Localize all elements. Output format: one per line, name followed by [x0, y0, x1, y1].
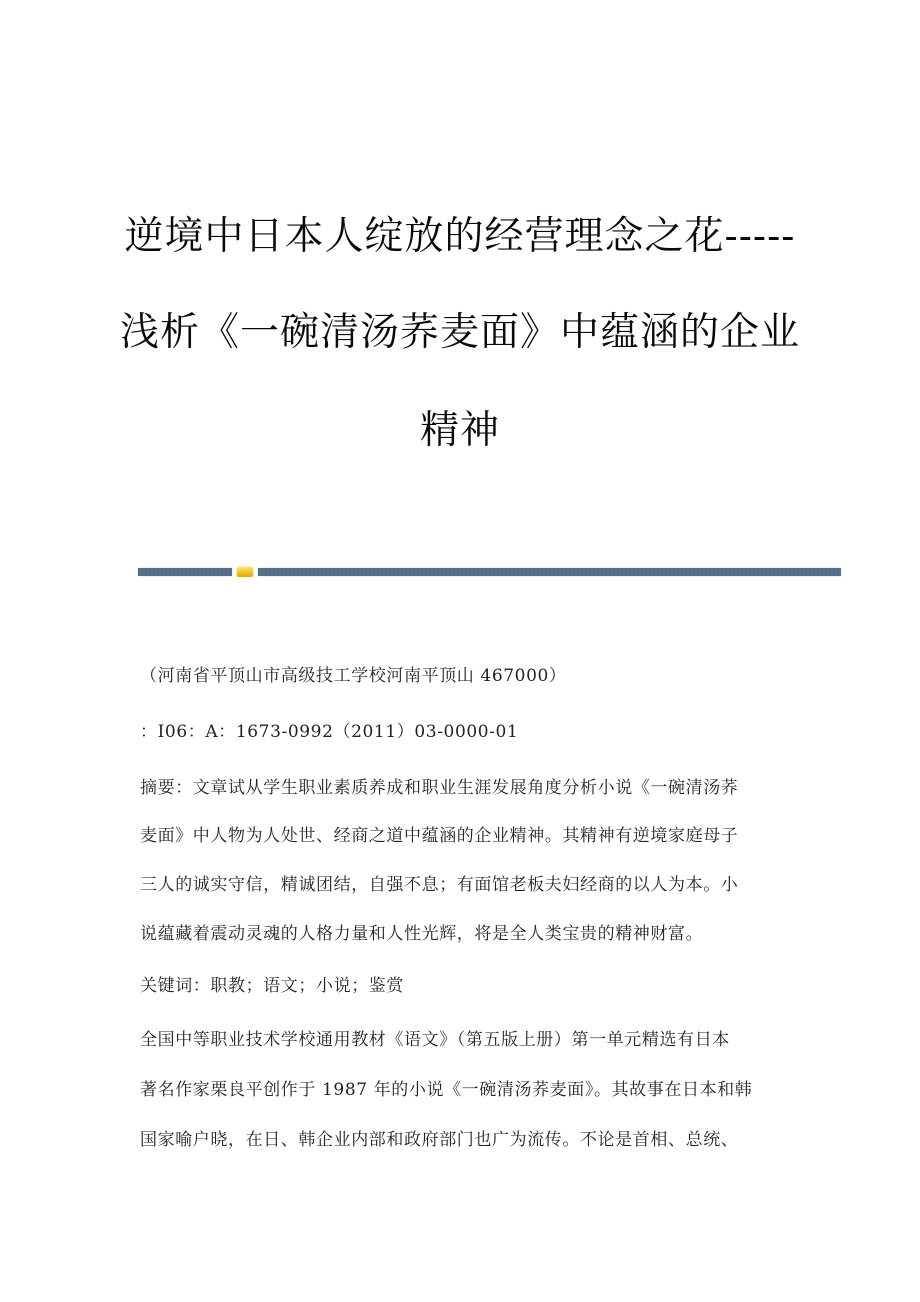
abstract-line-2: 麦面》中人物为人处世、经商之道中蕴涵的企业精神。其精神有逆境家庭母子 [140, 826, 739, 846]
body-line-2: 著名作家栗良平创作于 1987 年的小说《一碗清汤荞麦面》。其故事在日本和韩 [140, 1080, 753, 1100]
title-divider [138, 566, 841, 578]
title-line-2: 浅析《一碗清汤荞麦面》中蕴涵的企业 [119, 310, 800, 355]
keywords: 关键词：职教；语文；小说；鉴赏 [140, 976, 404, 996]
abstract-line-3: 三人的诚实守信，精诚团结，自强不息；有面馆老板夫妇经商的以人为本。小 [140, 875, 739, 895]
body-line-3: 国家喻户晓，在日、韩企业内部和政府部门也广为流传。不论是首相、总统、 [140, 1130, 739, 1150]
body-line-1: 全国中等职业技术学校通用教材《语文》（第五版上册）第一单元精选有日本 [140, 1030, 730, 1050]
abstract-line-1: 摘要：文章试从学生职业素质养成和职业生涯发展角度分析小说《一碗清汤荞 [140, 778, 739, 798]
abstract-line-4: 说蕴藏着震动灵魂的人格力量和人性光辉，将是全人类宝贵的精神财富。 [140, 924, 704, 944]
title-line-3: 精神 [419, 408, 500, 453]
divider-ornament-icon [237, 567, 253, 577]
divider-bar-left [138, 568, 232, 576]
author-affiliation: （河南省平顶山市高级技工学校河南平顶山 467000） [140, 666, 567, 686]
title-line-1: 逆境中日本人绽放的经营理念之花----- [124, 214, 796, 259]
classification-code: ：I06：A：1673-0992（2011）03-0000-01 [140, 722, 519, 742]
divider-bar-right [258, 568, 841, 576]
